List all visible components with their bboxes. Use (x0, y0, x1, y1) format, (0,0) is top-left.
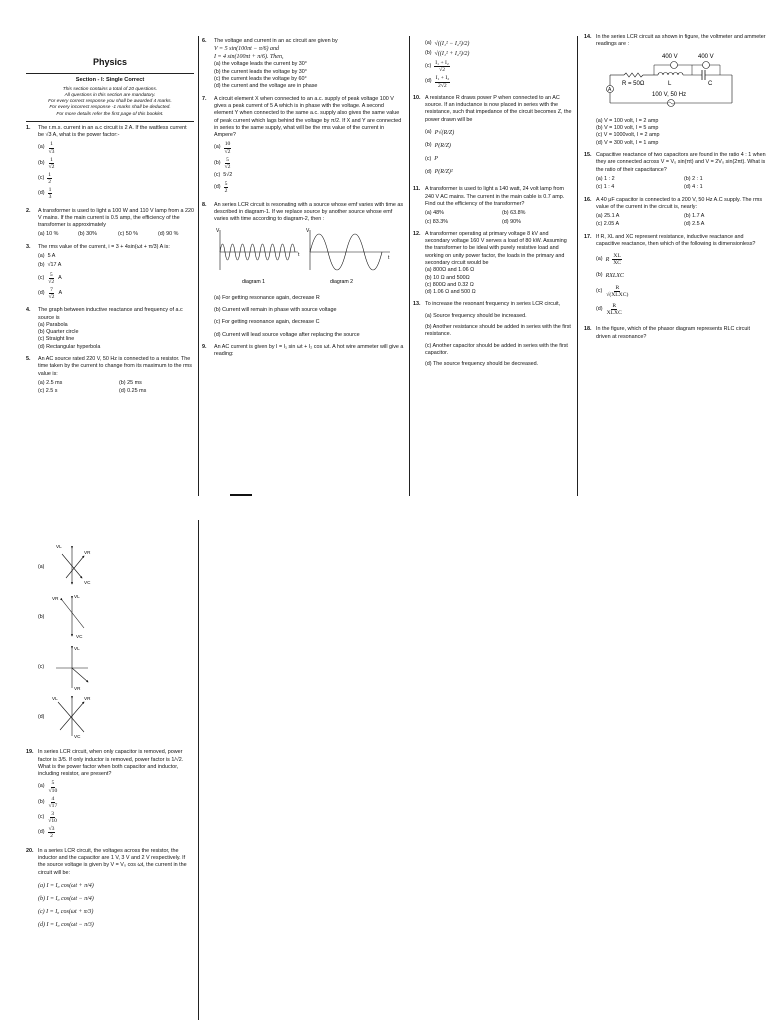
vr-label: VR (52, 596, 59, 601)
voltmeter-1-reading: 400 V (662, 53, 678, 60)
option-b[interactable]: (b) 10 Ω and 500Ω (425, 274, 470, 281)
option-b[interactable]: (b) √17 A (38, 262, 62, 269)
axis-v-label: V (216, 228, 220, 235)
option-d[interactable]: (d) 0.25 ms (119, 388, 147, 395)
vr-label: VR (84, 696, 91, 701)
axis-v-label: V (306, 228, 310, 235)
axis-t-label: t (388, 255, 390, 262)
diagram-2-graph (306, 228, 390, 285)
option-d[interactable]: (d) 2.5 A (684, 221, 705, 228)
option-c[interactable]: (c) Straight line (38, 336, 75, 343)
diagram-2-label: diagram 2 (330, 279, 354, 286)
option-b[interactable]: (b) the current leads the voltage by 30° (214, 68, 307, 75)
question-5: 5. An AC source rated 220 V, 50 Hz is connected to a resistor. The time taken by the current to change from its maximum to the rms value is: (a) 2.5 ms (b) 25 ms (c) 2.5 s (d) 0.25 ms (26, 356, 192, 395)
option-b[interactable]: (b) V = 100 volt, I = 5 amp (596, 125, 659, 132)
option-b[interactable]: (b) 25 ms (119, 379, 142, 386)
option-d[interactable]: (d) The source frequency should be decreased. (425, 361, 539, 368)
option-b[interactable]: (b) 1.7 A (684, 213, 705, 220)
option-a[interactable]: (a) 5 A (38, 253, 56, 260)
inductor-label: L (668, 80, 672, 87)
option-d[interactable]: (d) Rectangular hyperbola (38, 343, 101, 350)
phasor-option-c (38, 646, 88, 691)
question-19: 19. In series LCR circuit, when only capacitor is removed, power factor is 3/5. If only inductor is removed, power factor is 1/√2. What is the power factor when both capacitor and inductor, including resistor, are present? (a) $\frac{5}{√10}$ (b) $\frac{4}{√17}$ (c) $\frac{3}{√10}$ (d) $\frac{√3}{2}$ (26, 749, 194, 841)
vc-label: VC (76, 634, 83, 639)
option-a[interactable]: (a) Parabola (38, 321, 68, 328)
question-1: 1. The r.m.s. current in an a.c circuit is 2 A. If the wattless current be √3 A, what is the power factor:- (a) $\frac{1}{√3}$ (b) $\frac{1}{√2}$ (c) $\frac{1}{2}$ (d) $\frac{1}{3}$ (26, 125, 194, 203)
question-16: 16. A 40 μF capacitor is connected to a 200 V, 50 Hz A.C supply. The rms value of the current in the circuit is, nearly: (a) 25.1 A (b) 1.7 A (c) 2.05 A (d) 2.5 A (584, 197, 766, 229)
option-label: (d) (38, 714, 45, 720)
voltmeter-2 (703, 61, 710, 68)
option-c[interactable]: (c) $\frac{\text{I₁ + I₂}}{√2}$ (425, 60, 449, 74)
option-a[interactable]: (a) 10 % (38, 231, 59, 238)
vc-label: VC (84, 580, 91, 585)
option-a[interactable]: (a) $\frac{10}{√2}$ (214, 141, 231, 155)
option-a[interactable]: (a) For getting resonance again, decrease R (214, 294, 320, 301)
question-12: 12. A transformer operating at primary voltage 8 kV and secondary voltage 160 V serves a load of 80 kW. Assuming the transformer to be ideal with purely resistive load and working on unity power factor, the loads in the primary and secondary circuit would be (a) 800Ω and 1.06 Ω (b) 10 Ω and 500Ω (c) 800Ω and 0.32 Ω (d) 1.06 Ω and 500 Ω (413, 231, 573, 297)
question-6: 6. The voltage and current in an ac circuit are given by V = 5 sin(100πt − π/6) and I = 4 sin(100πt + π/6). Then, (a) the voltage leads the current by 30° (b) the current leads the voltage by 30° (c) the current leads the voltage by 60° (d) the current and the voltage are in phase (202, 38, 404, 91)
option-b[interactable]: (b) 30% (78, 231, 97, 238)
option-b[interactable]: (b) 2 : 1 (684, 175, 703, 182)
option-c[interactable]: (c) P (425, 155, 438, 163)
vr-label: VR (74, 686, 81, 691)
option-c[interactable]: (c) $\frac{R}{\text{√(XLXC)}}$ (596, 284, 629, 298)
option-c[interactable]: (c) 2.05 A (596, 221, 620, 228)
option-a[interactable]: (a) 2.5 ms (38, 379, 63, 386)
lcr-circuit-diagram (596, 51, 746, 113)
option-label: (a) (38, 564, 45, 570)
option-c[interactable]: (c) 50 % (118, 231, 139, 238)
option-a[interactable]: (a) V = 100 volt, I = 2 amp (596, 117, 659, 124)
voltmeter-1 (671, 61, 678, 68)
option-label: (c) (38, 664, 45, 670)
option-a[interactable]: (a) 1 : 2 (596, 175, 615, 182)
option-c[interactable]: (c) $\frac{1}{2}$ (38, 172, 52, 186)
phasor-option-d (38, 696, 91, 739)
option-d[interactable]: (d) I = I₀ cos(ωt − π/3) (38, 922, 94, 929)
section-heading: Section - I: Single Correct (75, 77, 145, 84)
option-b[interactable]: (b) Quarter circle (38, 329, 79, 336)
diagram-1-graph (216, 228, 300, 285)
question-14: 14. In the series LCR circuit as shown in figure, the voltmeter and ammeter readings are : 400 V 400 V A R = 50Ω L C 100 V, 50 Hz (a) V = 100 volt, I = 2 amp (b) V = 100 volt, I = 5 amp (c) V = 1000volt, I = 2 amp (d) V = 300 volt, I = 1 amp (584, 34, 766, 146)
option-b[interactable]: (b) Current will remain in phase with source voltage (214, 307, 337, 314)
option-d[interactable]: (d) $\frac{1}{3}$ (38, 187, 52, 201)
option-c[interactable]: (c) Another capacitor should be added in series with the first capacitor. (425, 342, 568, 356)
option-d[interactable]: (d) $\frac{\text{I₁ + I₂}}{2√2}$ (425, 75, 450, 89)
option-c[interactable]: (c) $\frac{3}{√10}$ (38, 811, 57, 825)
column-4 (584, 34, 766, 494)
vc-label: VC (74, 734, 81, 739)
question-7: 7. A circuit element X when connected to an a.c. supply of peak voltage 100 V gives a peak current of 5 A which is in phase with the voltage. A second element Y when connected to the same a.c. supply also gives the same value of peak current which lags behind the voltage by π/2. If X and Y are connected in series to the same supply, what will be the rms value of the current in Ampere? (a) $\frac{10}{√2}$ (b) $\frac{5}{√2}$ (c) 5√2 (d) $\frac{5}{2}$ (202, 96, 404, 197)
question-9-options (413, 40, 573, 89)
option-c[interactable]: (c) V = 1000volt, I = 2 amp (596, 132, 660, 139)
option-d[interactable]: (d) 90 % (158, 231, 179, 238)
option-a[interactable]: (a) P√(R/Z) (425, 129, 455, 136)
voltmeter-2-reading: 400 V (698, 53, 714, 60)
option-a[interactable]: (a) $\frac{5}{√10}$ (38, 780, 58, 794)
question-17: 17. If R, XL and XC represent resistance, inductive reactance and capacitive reactance, then which of the following is dimensionless? (a) R $\frac{XL}{XC}$ (b) RXLXC (c) $\frac{R}{\text{√(XLXC)}}$ (d) $\frac{R}{\text{XLXC}}$ (584, 234, 766, 322)
column-divider (198, 36, 199, 496)
vl-label: VL (74, 594, 80, 599)
option-b[interactable]: (b) $\frac{1}{√2}$ (38, 156, 55, 170)
option-b[interactable]: (b) $\frac{4}{√17}$ (38, 795, 58, 809)
option-b[interactable]: (b) √((I₁² + I₂²)/2) (425, 50, 470, 58)
question-13: 13. To increase the resonant frequency in series LCR circuit, (a) Source frequency should be increased. (b) Another resistance should be added in series with the first resistance. (c) Another capacitor should be added in series with the first capacitor. (d) The source frequency should be decreased. (413, 301, 573, 368)
option-d[interactable]: (d) $\frac{5}{2}$ (214, 181, 228, 195)
option-a[interactable]: (a) √((I₁² − I₂²)/2) (425, 40, 470, 47)
option-b[interactable]: (b) P(R/Z) (425, 142, 451, 150)
column-2 (202, 38, 404, 493)
option-b[interactable]: (b) I = I₀ cos(ωt − π/4) (38, 895, 94, 902)
diagram-1-label: diagram 1 (242, 279, 266, 286)
option-b[interactable]: (b) 63.8% (502, 210, 526, 217)
question-3: 3. The rms value of the current, i = 3 + 4sin(ωt + π/3) A is: (a) 5 A (b) √17 A (c) $\frac{5}{√2}$ A (d) $\frac{7}{√2}$ A (26, 244, 194, 302)
option-a[interactable]: (a) 25.1 A (596, 213, 620, 220)
resistor-label: R = 50Ω (622, 80, 645, 87)
emf-diagrams (214, 226, 394, 286)
option-a[interactable]: (a) 48% (425, 210, 444, 217)
column-divider (409, 36, 410, 496)
page-title: Physics (92, 57, 128, 67)
option-c[interactable]: (c) 800Ω and 0.32 Ω (425, 281, 474, 288)
question-15: 15. Capacitive reactance of two capacitors are found in the ratio 4 : 1 when they are connected across V = V₀ sin(πt) and V = 2V₀ sin(2πt). What is the ratio of their capacitance? (a) 1 : 2 (b) 2 : 1 (c) 1 : 4 (d) 4 : 1 (584, 152, 766, 191)
option-label: (b) (38, 614, 45, 620)
vl-label: VL (52, 696, 58, 701)
option-c[interactable]: (c) 5√2 (214, 172, 233, 179)
question-9: 9. An AC current is given by I = I₁ sin ωt + I₂ cos ωt. A hot wire ammeter will give a reading: (202, 343, 404, 358)
option-b[interactable]: (b) $\frac{5}{√2}$ (214, 156, 231, 170)
phasor-option-a (38, 544, 91, 585)
vl-label: VL (74, 646, 80, 651)
option-d[interactable]: (d) $\frac{R}{\text{XLXC}}$ (596, 303, 622, 317)
option-d[interactable]: (d) 90% (502, 218, 521, 225)
vl-label: VL (56, 544, 62, 549)
option-b[interactable]: (b) RXLXC (596, 272, 624, 279)
footer-mark (230, 494, 252, 496)
option-c[interactable]: (c) For getting resonance again, decrease C (214, 319, 320, 326)
question-20: 20. In a series LCR circuit, the voltages across the resistor, the inductor and the capacitor are 1 V, 3 V and 2 V respectively. If the source voltage is given by V = V₀ cos ωt, the current in the circuit will be: (a) I = I₀ cos(ωt + π/4) (b) I = I₀ cos(ωt − π/4) (c) I = I₀ cos(ωt + π/3) (d) I = I₀ cos(ωt − π/3) (26, 848, 194, 930)
vr-label: VR (84, 550, 91, 555)
option-d[interactable]: (d) V = 300 volt, I = 1 amp (596, 139, 659, 146)
option-d[interactable]: (d) Current will lead source voltage after replacing the source (214, 331, 360, 338)
option-a[interactable]: (a) I = I₀ cos(ωt + π/4) (38, 882, 94, 889)
option-b[interactable]: (b) Another resistance should be added in series with the first resistance. (425, 324, 571, 338)
option-d[interactable]: (d) $\frac{√3}{2}$ (38, 826, 55, 840)
option-a[interactable]: (a) the voltage leads the current by 30° (214, 61, 307, 68)
option-d[interactable]: (d) P(R/Z)² (425, 168, 453, 176)
ammeter-label: A (608, 86, 612, 93)
question-10: 10. A resistance R draws power P when connected to an AC source. If an inductance is now placed in series with the resistance, such that impedance of the circuit becomes Z, the power drawn will be (a) P√(R/Z) (b) P(R/Z) (c) P (d) P(R/Z)² (413, 94, 572, 176)
option-c[interactable]: (c) 1 : 4 (596, 184, 615, 191)
option-d[interactable]: (d) $\frac{7}{√2}$ A (38, 286, 63, 301)
option-a[interactable]: (a) 800Ω and 1.06 Ω (425, 267, 475, 274)
option-c[interactable]: (c) 83.3% (425, 218, 449, 225)
question-2: 2. A transformer is used to light a 100 W and 110 V lamp from a 220 V mains. If the main current is 0.5 amp, the efficiency of the transformer is approximately (a) 10 % (b) 30% (c) 50 % (d) 90 % (26, 207, 194, 238)
question-4: 4. The graph between inductive reactance and frequency of a.c source is (a) Parabola (b) Quarter circle (c) Straight line (d) Rectangular hyperbola (26, 307, 194, 351)
column-1 (26, 48, 194, 498)
column-3 (413, 38, 573, 493)
instructions: This section contains a total of 20 questions. All questions in this section are mandatory. For every correct response you shall be awarded 4 marks. For every incorrect response -1 marks shall be deducted. For more details refer the first page of this booklet. (48, 86, 172, 117)
column-divider (577, 36, 578, 496)
option-c[interactable]: (c) the current leads the voltage by 60° (214, 76, 307, 83)
option-d[interactable]: (d) 4 : 1 (684, 184, 703, 191)
capacitor-label: C (708, 80, 713, 87)
option-a[interactable]: (a) Source frequency should be increased. (425, 312, 527, 319)
option-c[interactable]: (c) I = I₀ cos(ωt + π/3) (38, 908, 94, 915)
option-d[interactable]: (d) the current and the voltage are in phase (214, 83, 318, 90)
page-2-column-1 (26, 540, 194, 1020)
option-c[interactable]: (c) 2.5 s (38, 388, 58, 395)
axis-t-label: t (298, 252, 300, 259)
question-11: 11. A transformer is used to light a 140 watt, 24 volt lamp from 240 V AC mains. The current in the main cable is 0.7 amp. Find out the efficiency of the transformer? (a) 48% (b) 63.8% (c) 83.3% (d) 90% (413, 186, 573, 225)
phasor-diagrams (26, 540, 146, 740)
question-18: 18. In the figure, which of the phasor diagram represents RLC circuit driven at resonance? (584, 326, 751, 340)
option-a[interactable]: (a) $\frac{1}{√3}$ (38, 141, 55, 155)
phasor-option-b (38, 594, 84, 639)
option-d[interactable]: (d) 1.06 Ω and 500 Ω (425, 289, 476, 296)
option-c[interactable]: (c) $\frac{5}{√2}$ A (38, 271, 62, 285)
source-label: 100 V, 50 Hz (652, 91, 687, 98)
question-8: 8. An series LCR circuit is resonating with a source whose emf varies with time as described in diagram-1. If we replace source by another source whose emf varies with time according to diagram-2, then : V t diagram 1 V t diagram 2 (a) For getting resonance again, decrease R (b) Current will remain in phase with source voltage (c) For getting resonance again, decrease C (d) Current will lead source voltage after replacing the source (202, 201, 404, 338)
option-a[interactable]: (a) R $\frac{XL}{XC}$ (596, 253, 622, 267)
column-divider (198, 520, 199, 1020)
